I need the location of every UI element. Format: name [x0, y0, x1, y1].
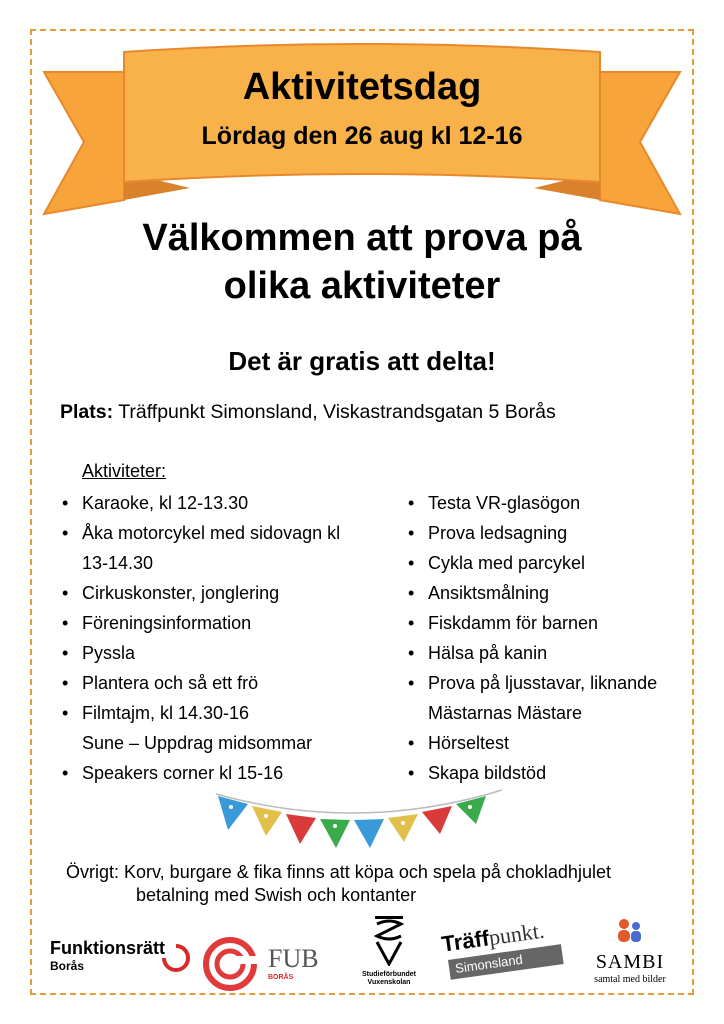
- activities-heading: Aktiviteter:: [82, 461, 167, 481]
- activity-item: [62, 668, 382, 698]
- sambi-logo: [580, 916, 680, 985]
- activity-item: [408, 518, 698, 548]
- activity-item: [408, 548, 698, 578]
- activity-text: Hälsa på kanin: [428, 643, 548, 663]
- bunting-flags: [214, 778, 504, 858]
- place-label: Plats:: [60, 401, 114, 423]
- activity-text: Skapa bildstöd: [428, 763, 547, 783]
- bullet-icon: •: [408, 493, 415, 513]
- activity-item: [62, 698, 382, 728]
- activity-item: [62, 548, 382, 578]
- bunting-flag-8: [456, 796, 486, 824]
- activity-item: [62, 578, 382, 608]
- sambi-tagline: samtal med bilder: [594, 974, 666, 985]
- activity-text: Testa VR-glasögon: [428, 493, 581, 513]
- sambi-name: SAMBI: [595, 951, 665, 973]
- activity-item: [408, 488, 698, 518]
- place-value: Träffpunkt Simonsland, Viskastrandsgatan 5 Borås: [118, 401, 556, 423]
- fub-logo: [268, 944, 338, 981]
- bullet-icon: •: [62, 613, 69, 633]
- bunting-flag-3: [286, 814, 316, 844]
- other-info: [66, 861, 611, 907]
- ribbon-main: [124, 44, 600, 182]
- activity-text: Föreningsinformation: [82, 613, 252, 633]
- activity-text: Åka motorcykel med sidovagn kl: [82, 523, 341, 543]
- activity-text: Plantera och så ett frö: [82, 673, 259, 693]
- sambi-people-icon: [610, 916, 650, 946]
- activity-item: [62, 638, 382, 668]
- sponsor-logos: [40, 908, 684, 992]
- activity-text: Cykla med parcykel: [428, 553, 586, 573]
- bullet-icon: •: [408, 643, 415, 663]
- funktionsratt-logo: [50, 938, 200, 988]
- activity-item: [408, 578, 698, 608]
- fub-name: FUB: [268, 944, 319, 973]
- activity-text: Mästarnas Mästare: [428, 703, 583, 723]
- activity-item: [62, 728, 382, 758]
- bunting-flag-5: [354, 819, 384, 848]
- activity-item: [408, 668, 698, 698]
- traffpunkt-place: Simonsland: [454, 951, 524, 976]
- sv-mark-icon: [371, 914, 407, 966]
- traffpunkt-logo: [438, 917, 568, 988]
- bullet-icon: •: [62, 703, 69, 723]
- bullet-icon: •: [408, 583, 415, 603]
- place-line: [60, 401, 556, 424]
- bunting-flag-6: [388, 814, 418, 842]
- bunting-flag-2: [252, 806, 282, 836]
- welcome-line-2: olika aktiviteter: [223, 265, 501, 307]
- bullet-icon: •: [62, 523, 69, 543]
- other-info-line-2: betalning med Swish och kontanter: [136, 885, 417, 905]
- activity-text: Sune – Uppdrag midsommar: [82, 733, 313, 753]
- traffpunkt-word-2: punkt.: [487, 917, 546, 951]
- bullet-icon: •: [62, 493, 69, 513]
- activity-text: Karaoke, kl 12-13.30: [82, 493, 249, 513]
- studieforbundet-line-2: Vuxenskolan: [367, 979, 411, 986]
- activity-text: Fiskdamm för barnen: [428, 613, 599, 633]
- activity-text: Filmtajm, kl 14.30-16: [82, 703, 250, 723]
- activity-item: [408, 638, 698, 668]
- bullet-icon: •: [408, 733, 415, 753]
- activities-list-right: [408, 488, 698, 788]
- funktionsratt-name: Funktionsrätt: [50, 938, 165, 958]
- bullet-icon: •: [408, 673, 415, 693]
- red-ring-logo-icon: [200, 936, 260, 992]
- activity-text: Hörseltest: [428, 733, 510, 753]
- welcome-line-1: Välkommen att prova på: [142, 217, 582, 259]
- bullet-icon: •: [62, 583, 69, 603]
- bunting-flag-7: [422, 806, 452, 834]
- activity-item: [408, 608, 698, 638]
- activity-item: [62, 608, 382, 638]
- activity-text: Ansiktsmålning: [428, 583, 550, 603]
- bunting-flag-4: [320, 819, 350, 848]
- funktionsratt-city: Borås: [50, 959, 85, 973]
- free-entry-text: Det är gratis att delta!: [228, 346, 496, 376]
- activities-list-left: [62, 488, 382, 788]
- activity-item: [408, 698, 698, 728]
- fub-city: BORÅS: [268, 974, 294, 981]
- bullet-icon: •: [408, 553, 415, 573]
- other-info-line-1: Övrigt: Korv, burgare & fika finns att köpa och spela på chokladhjulet: [66, 862, 611, 882]
- event-title: Aktivitetsdag: [242, 66, 482, 108]
- activity-text: Speakers corner kl 15-16: [82, 763, 284, 783]
- bullet-icon: •: [408, 613, 415, 633]
- funktionsratt-mark-icon: [162, 944, 190, 972]
- activity-text: Pyssla: [82, 643, 136, 663]
- studieforbundet-line-1: Studieförbundet: [361, 971, 417, 978]
- bullet-icon: •: [408, 523, 415, 543]
- activity-item: [62, 518, 382, 548]
- welcome-heading: [0, 214, 724, 310]
- bullet-icon: •: [62, 673, 69, 693]
- activity-text: Prova ledsagning: [428, 523, 568, 543]
- activity-text: 13-14.30: [82, 553, 154, 573]
- bullet-icon: •: [62, 643, 69, 663]
- event-date: Lördag den 26 aug kl 12-16: [201, 122, 523, 150]
- activity-text: Cirkuskonster, jonglering: [82, 583, 280, 603]
- studieforbundet-logo: [344, 914, 434, 987]
- activity-item: [408, 728, 698, 758]
- traffpunkt-word-1: Träff: [440, 925, 491, 957]
- bullet-icon: •: [408, 763, 415, 783]
- activity-item: [62, 488, 382, 518]
- bullet-icon: •: [62, 763, 69, 783]
- activity-text: Prova på ljusstavar, liknande: [428, 673, 658, 693]
